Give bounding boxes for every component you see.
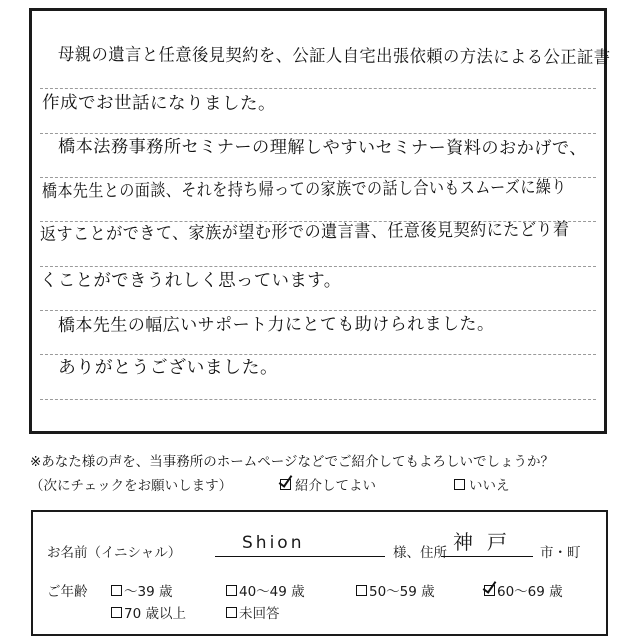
respondent-form: [31, 510, 608, 636]
ruled-line: [40, 399, 596, 400]
checkbox-icon[interactable]: [226, 607, 237, 618]
age-option-label: ～39 歳: [124, 584, 173, 600]
age-option[interactable]: [356, 580, 435, 600]
consent-yes-option[interactable]: [280, 474, 376, 494]
checkbox-checked-icon[interactable]: [484, 585, 495, 596]
address-field[interactable]: 神戸: [453, 530, 521, 554]
age-option[interactable]: [484, 580, 563, 600]
checkbox-icon[interactable]: [356, 585, 367, 596]
address-suffix-label: 市・町: [540, 545, 581, 561]
checkbox-icon[interactable]: [226, 585, 237, 596]
consent-yes-label: 紹介してよい: [295, 478, 376, 494]
checkbox-icon[interactable]: [111, 585, 122, 596]
letter-line: 母親の遺言と任意後見契約を、公証人自宅出張依頼の方法による公正証書: [58, 45, 611, 69]
consent-no-label: いいえ: [469, 478, 510, 494]
name-label: お名前（イニシャル）: [47, 545, 182, 561]
letter-line: 橋本先生の幅広いサポート力にとても助けられました。: [57, 314, 495, 336]
letter-line: 橋本先生との面談、それを持ち帰っての家族での話し合いもスムーズに繰り: [41, 177, 567, 203]
consent-instruction: （次にチェックをお願いします）: [30, 478, 233, 494]
age-option[interactable]: [111, 602, 186, 622]
letter-line: 返すことができて、家族が望む形での遺言書、任意後見契約にたどり着: [39, 219, 570, 246]
age-option-label: 70 歳以上: [124, 606, 186, 622]
age-option[interactable]: [226, 580, 305, 600]
name-underline: [215, 556, 385, 557]
age-option-label: 40～49 歳: [239, 584, 305, 600]
age-option[interactable]: [226, 602, 280, 622]
comment-card: [29, 8, 611, 434]
address-underline: [441, 556, 533, 557]
checkbox-icon[interactable]: [454, 479, 465, 490]
age-option[interactable]: [111, 580, 172, 600]
letter-line: 作成でお世話になりました。: [42, 93, 277, 115]
checkbox-icon[interactable]: [111, 607, 122, 618]
letter-line: くことができうれしく思っています。: [40, 271, 342, 291]
consent-no-option[interactable]: [454, 474, 510, 494]
consent-question: ※あなた様の声を、当事務所のホームページなどでご紹介してもよろしいでしょうか？: [30, 454, 555, 470]
letter-line: 橋本法務事務所セミナーの理解しやすいセミナー資料のおかげで、: [58, 137, 587, 159]
checkbox-checked-icon[interactable]: [280, 479, 291, 490]
name-suffix-label: 様、住所: [393, 545, 447, 561]
age-label: ご年齢: [47, 584, 88, 600]
name-field[interactable]: Shion: [242, 533, 305, 553]
letter-line: ありがとうございました。: [58, 358, 279, 378]
age-option-label: 未回答: [239, 606, 280, 622]
age-option-label: 60～69 歳: [497, 584, 563, 600]
age-option-label: 50～59 歳: [369, 584, 435, 600]
